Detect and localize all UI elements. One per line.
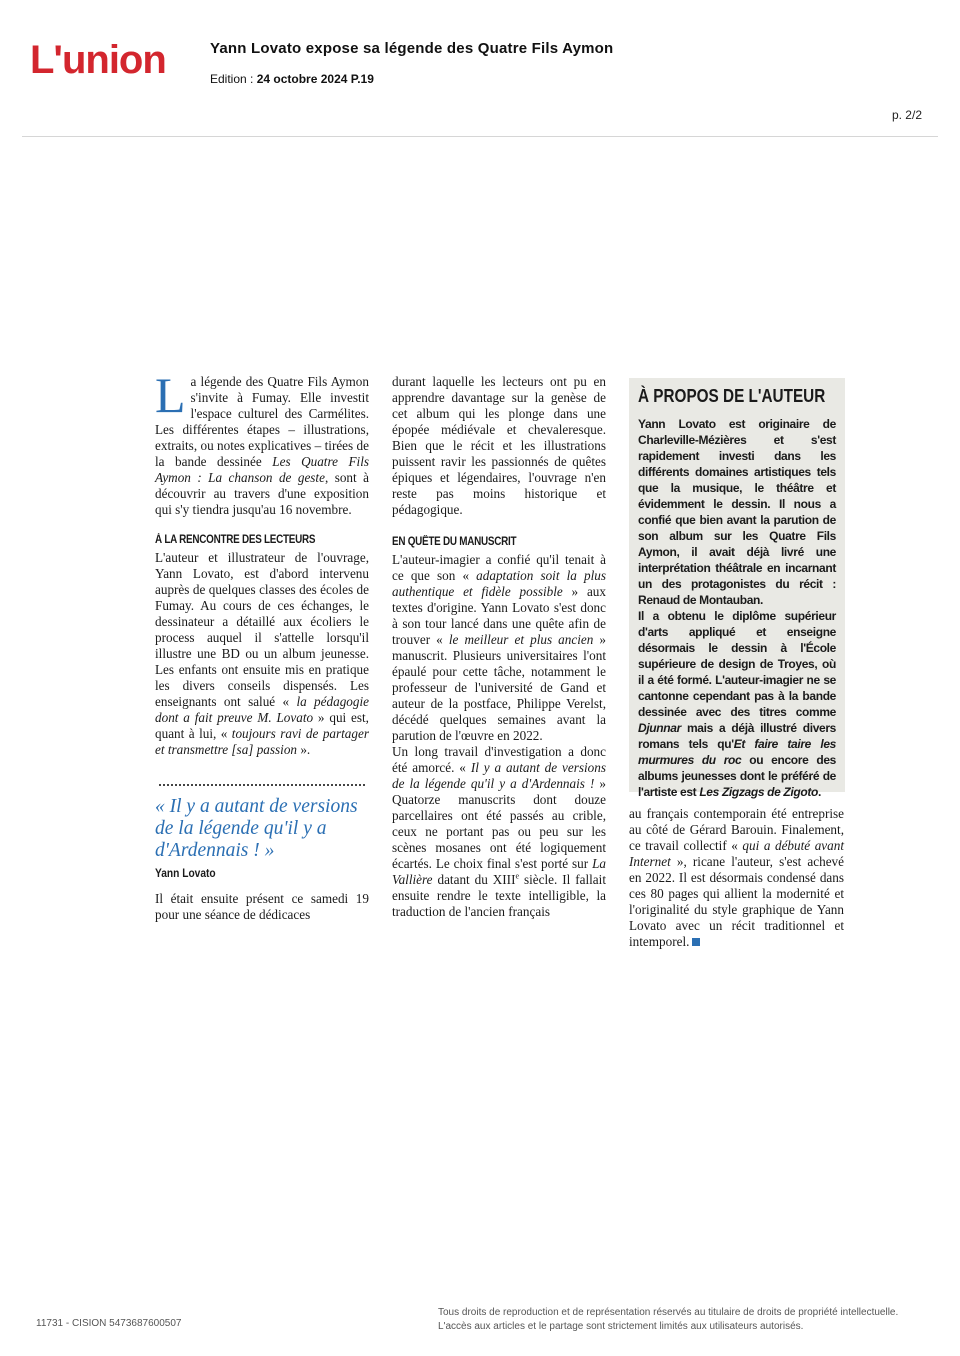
paragraph xyxy=(155,367,369,518)
paragraph: durant laquelle les lecteurs ont pu en apprendre davantage sur la genèse de cet album qui les plonge dans une épopée médiévale et chevaleresque. Bien que le récit et les illustrations puissent ravir les passionnés de quêtes épiques et légendaires, l'ouvrage n'en reste pas moins historique et pédagogique. xyxy=(392,374,606,517)
text-run: . xyxy=(817,785,821,799)
article-column-1 xyxy=(155,367,369,923)
subheading: À LA RENCONTRE DES LECTEURS xyxy=(155,534,316,546)
footer-copyright xyxy=(438,1306,898,1334)
subheading: EN QUÊTE DU MANUSCRIT xyxy=(392,536,517,548)
sidebar-text xyxy=(638,416,836,800)
text-run: L'auteur-imagier a confié qu'il tenait à ce que son « xyxy=(392,552,606,583)
italic-title: La Vallière xyxy=(392,856,606,887)
article-column-2 xyxy=(392,374,606,920)
text-run: » manuscrit. Plusieurs universitaires l'ont épaulé pour cette tâche, notamment le professeur de l'université de Gand et auteur de la postface, Philippe Verelst, décédé quelques semaines avant la parution de l'œuvre en 2022. xyxy=(392,632,607,743)
pull-quote-author: Yann Lovato xyxy=(155,866,216,880)
paragraph: Il était ensuite présent ce samedi 19 pour une séance de dédicaces xyxy=(155,891,369,922)
end-of-article-square-icon xyxy=(692,938,700,946)
article-title: Yann Lovato expose sa légende des Quatre Fils Aymon xyxy=(210,40,614,57)
text-run: mais a déjà illustré divers romans tels qu' xyxy=(638,721,836,751)
author-sidebar xyxy=(629,378,845,799)
dotted-separator xyxy=(159,784,365,786)
text-run: Un long travail d'investigation a donc été amorcé. « xyxy=(392,744,606,775)
pull-quote: « Il y a autant de versions de la légende qu'il y a d'Ardennais ! » xyxy=(155,796,358,861)
text-run: » Quatorze manuscrits dont douze parcellaires ont été passés au crible, ceux ne portant pas ou peu sur les scènes mosanes ont été logiquement écartés. Le choix final s'est porté sur xyxy=(392,776,606,871)
text-run: ». xyxy=(297,742,311,757)
footer-reference: 11731 - CISION 5473687600507 xyxy=(36,1318,182,1329)
paragraph xyxy=(392,744,606,920)
text-run: datant du XIII xyxy=(432,872,516,887)
copyright-line: Tous droits de reproduction et de représentation réservés au titulaire de droits de propriété intellectuelle. xyxy=(438,1307,899,1318)
superscript: e xyxy=(515,871,520,881)
edition-label: Edition : xyxy=(210,72,257,86)
text-run: » qui est, quant à lui, « xyxy=(155,710,369,741)
italic-quote: la pédagogie dont a fait preuve M. Lovato xyxy=(155,694,369,725)
edition-value: 24 octobre 2024 P.19 xyxy=(256,72,374,86)
italic-quote: toujours ravi de partager et transmettre [sa] passion xyxy=(155,726,369,757)
italic-quote: le meilleur et plus ancien xyxy=(448,632,594,647)
paragraph xyxy=(629,806,844,950)
text-run: » aux textes d'origine. Yann Lovato s'est donc à son tour lancé dans une quête afin de trouver « xyxy=(392,584,606,647)
header-divider xyxy=(22,136,938,137)
italic-title: Les Zigzags de Zigoto xyxy=(699,785,818,799)
italic-title: Djunnar xyxy=(638,721,681,735)
paragraph: Yann Lovato est originaire de Charleville-Mézières et s'est rapidement investi dans les différents domaines artistiques tels que la musique, le théâtre et évidemment le dessin. Il nous a confié que bien avant la parution de son album sur les Quatre Fils Aymon, il avait déjà livré une interprétation théâtrale en incarnant un des protagonistes du récit : Renaud de Montauban. xyxy=(638,417,836,607)
sidebar-title: À PROPOS DE L'AUTEUR xyxy=(638,386,826,406)
page-number: p. 2/2 xyxy=(891,108,922,122)
italic-quote: qui a débuté avant Internet xyxy=(629,838,844,869)
text-run: a légende des Quatre Fils Aymon s'invite à Fumay. Elle investit l'espace culturel des Carmélites. Les différentes étapes – illustrations, extraits, ou notes explicatives – tirées de la bande dessinée xyxy=(155,374,369,469)
access-line: L'accès aux articles et le partage sont strictement limités aux utilisateurs autorisés. xyxy=(438,1321,804,1332)
text-run: », ricane l'auteur, s'est achevé en 2022. Il est désormais condensé dans ces 80 pages qui allient la modernité et l'originalité du style graphique de Yann Lovato avec un récit traditionnel et intemporel. xyxy=(629,854,844,949)
article-column-3 xyxy=(629,806,844,950)
italic-title: Et faire taire les murmures du roc xyxy=(638,737,836,767)
italic-quote: adaptation soit la plus authentique et fidèle possible xyxy=(392,568,606,599)
paragraph xyxy=(638,608,836,800)
paragraph xyxy=(155,550,369,758)
italic-quote: Il y a autant de versions de la légende qu'il y a d'Ardennais ! xyxy=(392,760,606,791)
text-run: L'auteur et illustrateur de l'ouvrage, Yann Lovato, est d'abord intervenu auprès de quelques classes des écoles de Fumay. Au cours de ces échanges, le dessinateur a détaillé aux écoliers le process auquel il s'attelle lorsqu'il illustre une BD ou un album jeunesse. Les enfants ont ensuite mis en pratique les divers conseils dispensés. Les enseignants ont salué « xyxy=(155,550,369,709)
text-run: , sont à découvrir au travers d'une exposition qui s'y tiendra jusqu'au 16 novembre. xyxy=(155,470,369,517)
text-run: ou encore des albums jeunesses dont le préféré de l'artiste est xyxy=(638,753,836,799)
text-run: siècle. Il fallait ensuite rendre le texte intelligible, la traduction de l'ancien français xyxy=(392,872,606,919)
text-run: Il a obtenu le diplôme supérieur d'arts appliqué et enseigne désormais le dessin à l'École supérieure de design de Troyes, où il a été formé. L'auteur-imagier ne se cantonne cependant pas à la bande dessinée avec des titres comme xyxy=(638,609,836,719)
text-run: au français contemporain été entreprise au côté de Gérard Barouin. Finalement, ce travail collectif « xyxy=(629,806,844,853)
newspaper-logo: L'union xyxy=(30,38,166,82)
edition-line xyxy=(210,72,374,86)
paragraph xyxy=(392,552,606,744)
drop-cap: L xyxy=(155,367,186,423)
italic-title: Les Quatre Fils Aymon : La chanson de geste xyxy=(155,454,369,485)
